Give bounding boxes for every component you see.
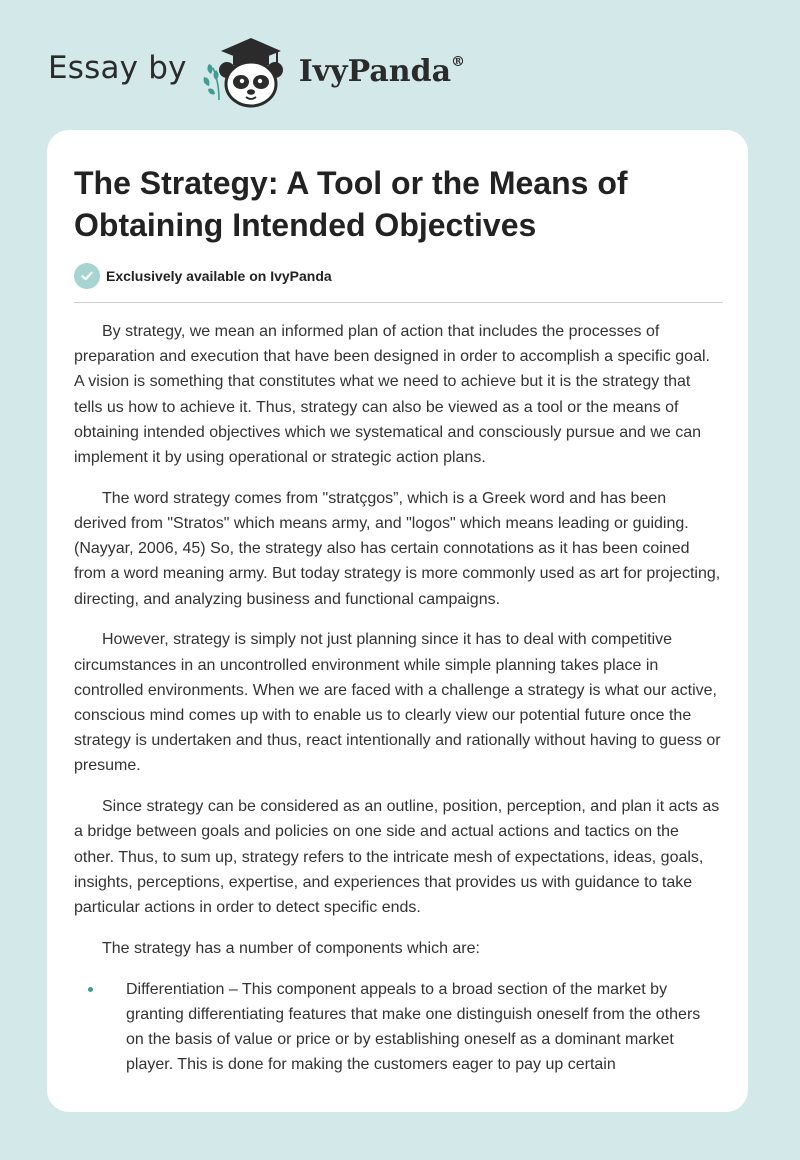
exclusive-badge [74, 263, 332, 289]
bullet-icon [88, 987, 93, 992]
paragraph: The word strategy comes from "stratçgos”, which is a Greek word and has been derived from "Stratos" which means army, and "logos" which means leading or guiding. (Nayyar, 2006, 45) So, the strategy also has certain connotations as it has been coined from a word meaning army. But today strategy is more commonly used as art for projecting, directing, and analyzing business and functional campaigns. [74, 489, 721, 608]
list-item [74, 977, 722, 1078]
components-list [74, 977, 722, 1078]
panda-logo-icon[interactable] [203, 34, 295, 110]
essay-card [47, 130, 748, 1112]
essay-body [74, 319, 722, 1077]
page-title: The Strategy: A Tool or the Means of Obtaining Intended Objectives [74, 165, 628, 243]
check-circle-icon [74, 263, 100, 289]
paragraph: Since strategy can be considered as an outline, position, perception, and plan it acts as a bridge between goals and policies on one side and actual actions and tactics on the other. Thus, to sum up, strategy refers to the intricate mesh of expectations, ideas, goals, insights, perceptions, expertise, and experiences that provides us with guidance to take particular actions in order to detect specific ends. [74, 798, 720, 917]
exclusive-badge-text: Exclusively available on IvyPanda [106, 268, 332, 284]
paragraph: By strategy, we mean an informed plan of action that includes the processes of preparation and execution that have been designed in order to accomplish a specific goal. A vision is something that constitutes what we need to achieve but it is the strategy that tells us how to achieve it. Thus, strategy can also be viewed as a tool or the means of obtaining intended objectives which we systematical and consciously pursue and we can implement it by using operational or strategic action plans. [74, 323, 710, 467]
registered-mark: ® [451, 53, 466, 70]
divider [74, 302, 723, 303]
brand-name[interactable]: IvyPanda® [298, 53, 466, 89]
paragraph: However, strategy is simply not just planning since it has to deal with competitive circumstances in an uncontrolled environment while simple planning takes place in controlled environments. When we are faced with a challenge a strategy is what our active, conscious mind comes up with to enable us to clearly view our potential future once the strategy is undertaken and thus, react intentionally and rationally without having to guess or presume. [74, 631, 721, 775]
paragraph: The strategy has a number of components which are: [102, 939, 480, 957]
list-item-text: Differentiation – This component appeals to a broad section of the market by granting differentiating features that make one distinguish oneself from the others on the basis of value or price or by establishing oneself as a dominant market player. This is done for making the customers eager to pay up certain [126, 980, 701, 1074]
essay-by-label: Essay by [48, 50, 187, 86]
site-header [48, 34, 465, 110]
